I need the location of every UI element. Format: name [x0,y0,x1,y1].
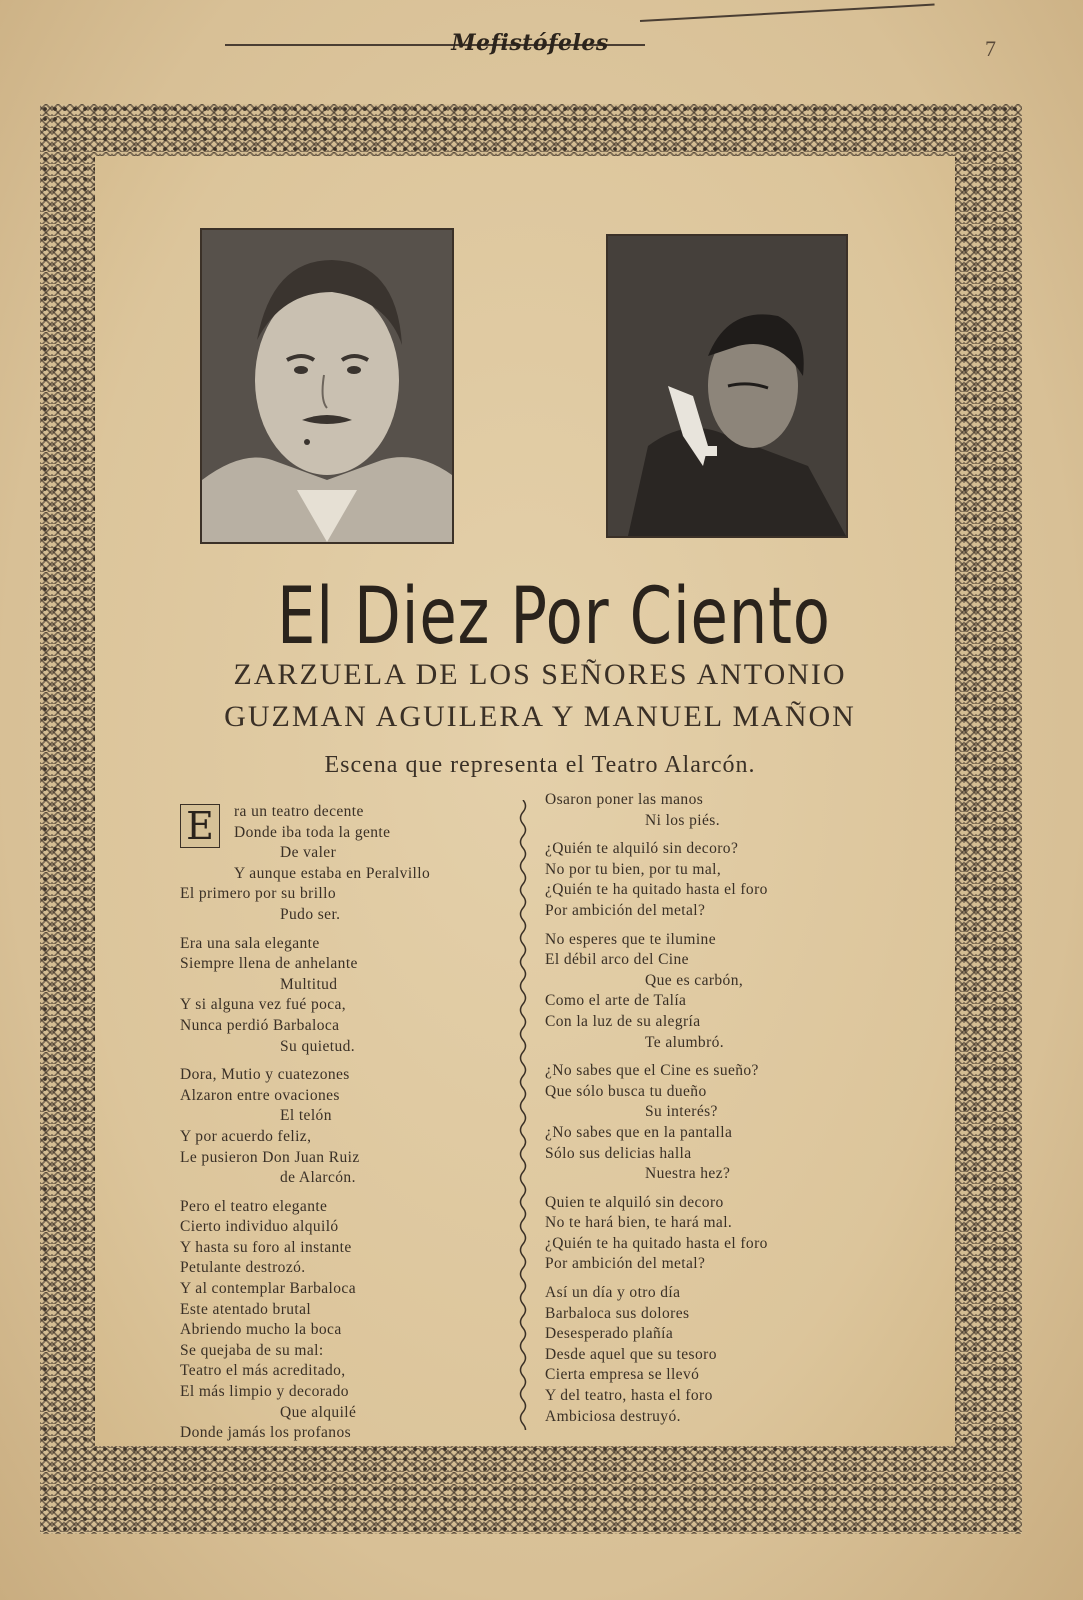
poem-line: Donde iba toda la gente [234,823,391,841]
poem-line: ¿Quién te ha quitado hasta el foro [545,881,768,899]
poem-line: Quien te alquiló sin decoro [545,1193,724,1211]
drop-cap: E [180,804,220,848]
stanza-gap [545,1185,875,1193]
poem-line: Osaron poner las manos [545,791,704,808]
poem-line: De valer [280,844,337,862]
poem-line: Que es carbón, [645,971,744,989]
poem-line: Barbaloca sus dolores [545,1304,690,1322]
stanza-gap [545,1275,875,1283]
poem-line: Desde aquel que su tesoro [545,1345,717,1363]
poem-line: ¿Quién te ha quitado hasta el foro [545,1234,768,1252]
portrait-photo-right [606,234,848,538]
poem-line: Y hasta su foro al instante [180,1238,352,1256]
poem-line: No esperes que te ilumine [545,930,716,948]
stanza-gap [180,1189,510,1197]
poem-line: Abriendo mucho la boca [180,1321,342,1339]
poem-line: Teatro el más acreditado, [180,1362,346,1380]
poem-column-left [180,802,510,1444]
poem-line: Donde jamás los profanos [180,1424,352,1442]
masthead: Mefistófeles [451,30,609,56]
poem-line: Y aunque estaba en Peralvillo [234,864,431,882]
poem-line: Dora, Mutio y cuatezones [180,1066,350,1084]
poem-line: No por tu bien, por tu mal, [545,860,722,878]
portrait-photo-left [200,228,454,544]
poem-line: Alzaron entre ovaciones [180,1086,340,1104]
poem-line: ¿No sabes que en la pantalla [545,1123,733,1141]
poem-line: Así un día y otro día [545,1284,681,1302]
portrait-left-image [202,230,452,542]
poem-line: Te alumbró. [645,1033,725,1051]
subtitle-line-1: ZARZUELA DE LOS SEÑORES ANTONIO [233,658,847,691]
poem-line: Pero el teatro elegante [180,1197,328,1215]
poem-line: ra un teatro decente [234,803,364,820]
poem-line: Y por acuerdo feliz, [180,1127,312,1145]
stanza-gap [180,926,510,934]
poem-line: Nunca perdió Barbaloca [180,1016,340,1034]
poem-line: El telón [280,1107,332,1125]
poem-line: Ambiciosa destruyó. [545,1407,681,1425]
poem-line: Cierta empresa se llevó [545,1366,700,1384]
poem-line: Con la luz de su alegría [545,1012,701,1030]
poem-line: El débil arco del Cine [545,951,689,969]
poem-line: de Alarcón. [280,1169,356,1187]
stanza-gap [545,831,875,839]
poem-line: Petulante destrozó. [180,1259,306,1277]
page-number: 7 [985,36,996,61]
poem-line: Por ambición del metal? [545,1255,706,1273]
poem-line: Por ambición del metal? [545,901,706,919]
poem-line: Que sólo busca tu dueño [545,1082,707,1100]
stanza-gap [180,1057,510,1065]
poem-line: Era una sala elegante [180,934,320,952]
subtitle-line-2: GUZMAN AGUILERA Y MANUEL MAÑON [224,700,856,733]
poem-line: ¿Quién te alquiló sin decoro? [545,840,739,858]
poem-line: El más limpio y decorado [180,1383,349,1401]
stanza-gap [545,922,875,930]
scene-description: Escena que representa el Teatro Alarcón. [324,752,756,778]
poem-line: Nuestra hez? [645,1165,731,1183]
poem-line: ¿No sabes que el Cine es sueño? [545,1062,759,1080]
poem-line: Su quietud. [280,1037,356,1055]
header-rule-right [640,4,935,22]
poem-line: Y al contemplar Barbaloca [180,1280,356,1298]
poem-line: Le pusieron Don Juan Ruiz [180,1148,360,1166]
poem-line: Y si alguna vez fué poca, [180,996,347,1014]
poem-line: Que alquilé [280,1403,357,1421]
column-divider [516,800,530,1430]
poem-line: Cierto individuo alquiló [180,1218,339,1236]
poem-line: Pudo ser. [280,905,341,923]
poem-line: Desesperado plañía [545,1325,674,1343]
poem-line: Se quejaba de su mal: [180,1341,324,1359]
poem-line: Como el arte de Talía [545,992,687,1010]
poem-line: Multitud [280,975,338,993]
poem-line: Y del teatro, hasta el foro [545,1387,713,1405]
portrait-right-image [608,236,846,536]
article-title: El Diez Por Ciento [277,572,831,662]
poem-line: El primero por su brillo [180,885,336,903]
stanza-gap [545,1053,875,1061]
poem-column-right [545,790,875,1427]
poem-line: Ni los piés. [645,811,720,829]
poem-line: Su interés? [645,1103,718,1121]
poem-line: No te hará bien, te hará mal. [545,1214,733,1232]
poem-line: Este atentado brutal [180,1300,312,1318]
poem-line: Siempre llena de anhelante [180,955,358,973]
poem-line: Sólo sus delicias halla [545,1144,692,1162]
